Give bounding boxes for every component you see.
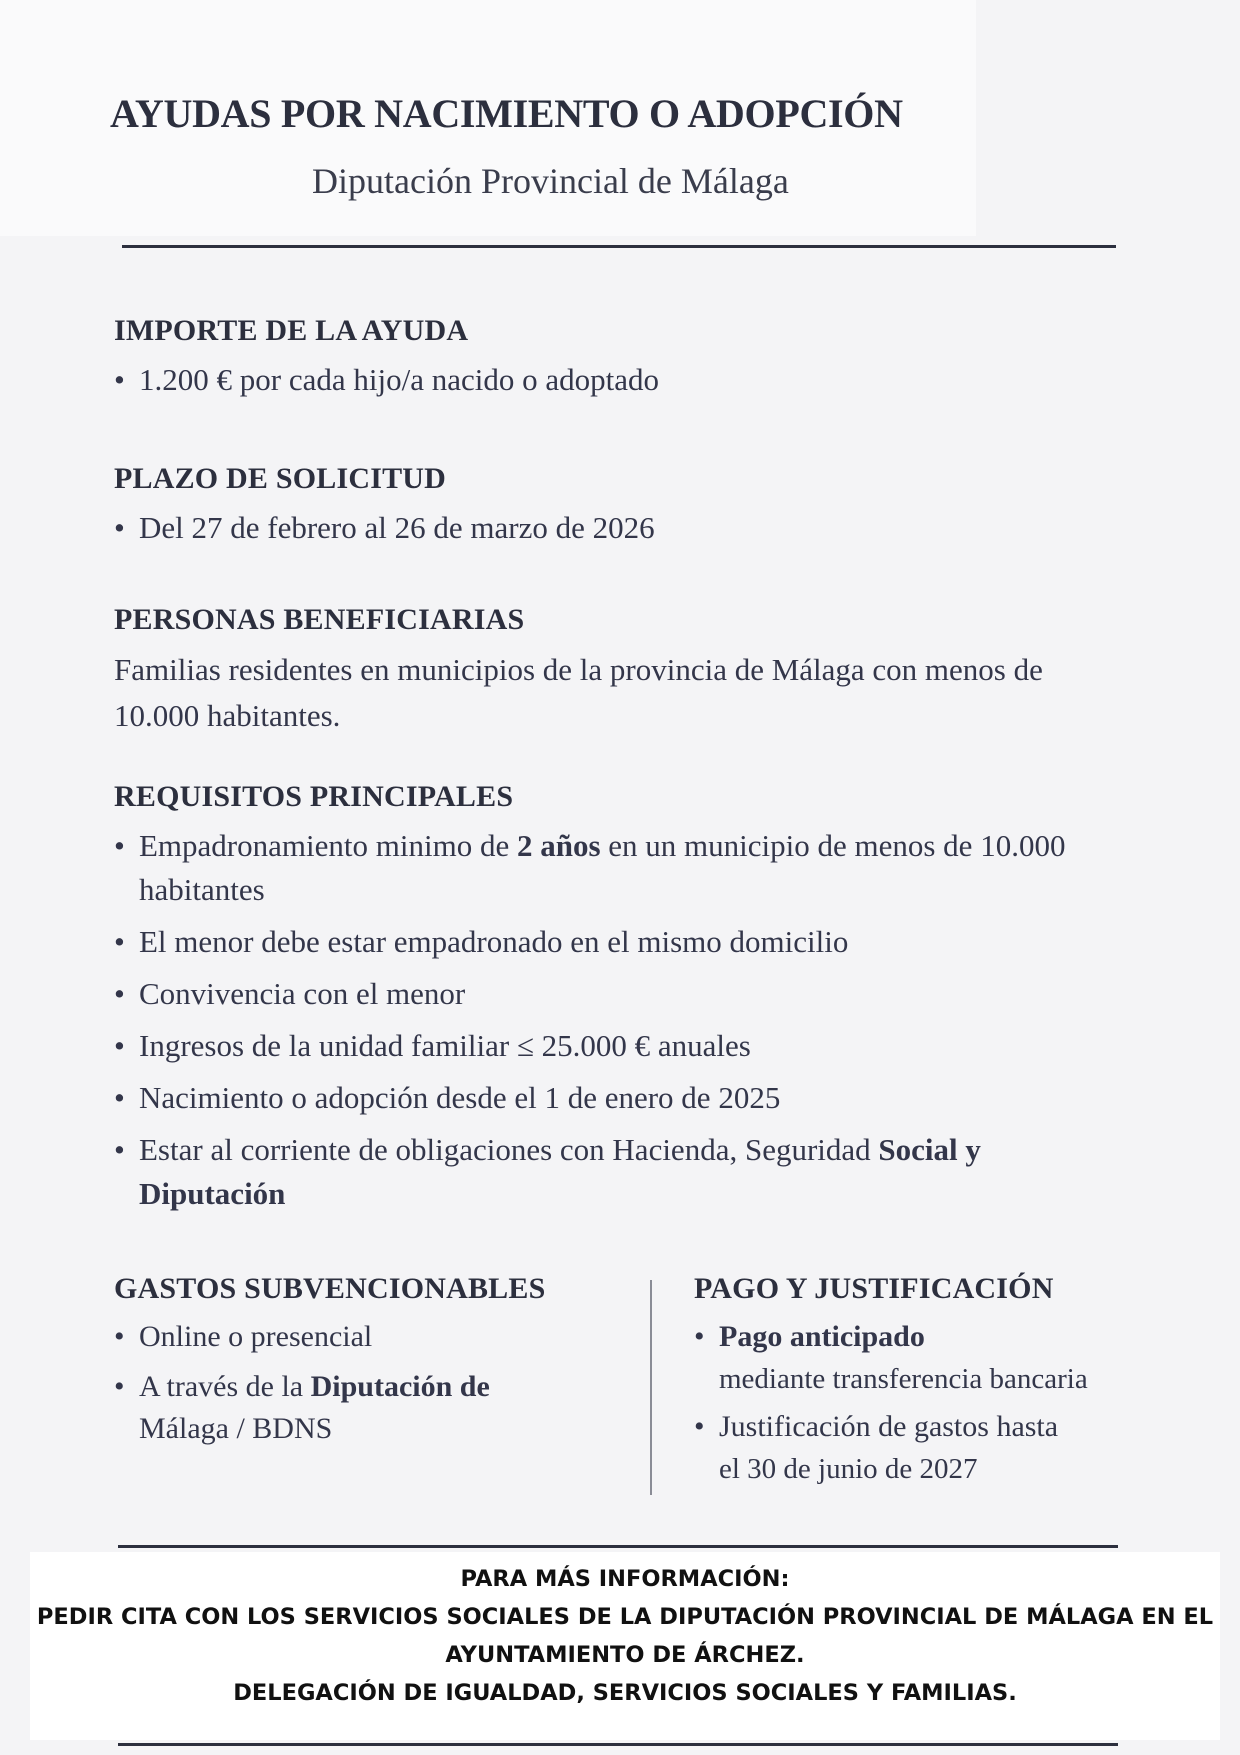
requisitos-list — [114, 824, 1124, 1216]
list-item: • 1.200 € por cada hijo/a nacido o adoptado — [114, 358, 1124, 402]
item-emphasis: 2 años — [516, 828, 601, 863]
document-title: AYUDAS POR NACIMIENTO O ADOPCIÓN — [110, 91, 903, 136]
pago-list — [694, 1316, 1164, 1490]
gastos-list — [114, 1316, 634, 1450]
item-text: Málaga / BDNS — [139, 1412, 333, 1445]
footer-line: DELEGACIÓN DE IGUALDAD, SERVICIOS SOCIALES Y FAMILIAS. — [233, 1680, 1017, 1706]
list-item — [114, 824, 1124, 912]
info-footer — [30, 1552, 1220, 1740]
item-text: Empadronamiento minimo de — [139, 828, 517, 863]
item-emphasis: Pago anticipado — [719, 1320, 925, 1353]
item-text: A través de la — [139, 1370, 311, 1403]
list-item — [114, 1128, 1124, 1216]
list-item: • Convivencia con el menor — [114, 972, 1124, 1016]
column-divider — [650, 1280, 652, 1495]
footer-bottom-divider — [118, 1743, 1118, 1746]
list-item — [694, 1316, 1164, 1400]
item-text: Justificación de gastos hasta — [719, 1410, 1059, 1443]
gastos-heading: GASTOS SUBVENCIONABLES — [114, 1272, 546, 1305]
section-pago — [694, 1272, 1164, 1496]
list-item: • Online o presencial — [114, 1316, 634, 1358]
footer-line: PARA MÁS INFORMACIÓN: — [460, 1566, 790, 1592]
importe-list — [114, 358, 1124, 402]
item-emphasis: Diputación de — [310, 1370, 490, 1403]
item-text: Estar al corriente de obligaciones con Hacienda, Seguridad — [139, 1132, 879, 1167]
list-item: • El menor debe estar empadronado en el mismo domicilio — [114, 920, 1124, 964]
list-item — [114, 1366, 634, 1450]
personas-heading: PERSONAS BENEFICIARIAS — [114, 603, 525, 636]
item-subline: mediante transferencia bancaria — [719, 1363, 1088, 1395]
document-subtitle: Diputación Provincial de Málaga — [312, 161, 789, 201]
section-personas — [114, 603, 1124, 739]
plazo-heading: PLAZO DE SOLICITUD — [114, 462, 447, 495]
plazo-list — [114, 506, 1124, 550]
item-text: en un municipio de menos de 10.000 habitantes — [139, 828, 1066, 907]
footer-line: PEDIR CITA CON LOS SERVICIOS SOCIALES DE LA DIPUTACIÓN PROVINCIAL DE MÁLAGA EN EL — [36, 1604, 1214, 1630]
section-gastos — [114, 1272, 634, 1458]
section-importe — [114, 314, 1124, 410]
item-subline: el 30 de junio de 2027 — [719, 1453, 978, 1485]
top-divider — [122, 245, 1116, 248]
section-plazo — [114, 462, 1124, 558]
personas-text: Familias residentes en municipios de la provincia de Málaga con menos de 10.000 habitantes. — [114, 652, 1043, 733]
header-card — [0, 0, 976, 236]
list-item: • Del 27 de febrero al 26 de marzo de 2026 — [114, 506, 1124, 550]
section-requisitos — [114, 780, 1124, 1224]
item-emphasis: Social y Diputación — [139, 1132, 981, 1211]
footer-line: AYUNTAMIENTO DE ÁRCHEZ. — [445, 1642, 805, 1668]
list-item: • Nacimiento o adopción desde el 1 de enero de 2025 — [114, 1076, 1124, 1120]
pago-heading: PAGO Y JUSTIFICACIÓN — [694, 1272, 1054, 1305]
list-item — [694, 1406, 1164, 1490]
requisitos-heading: REQUISITOS PRINCIPALES — [114, 780, 514, 813]
footer-top-divider — [118, 1545, 1118, 1548]
list-item: • Ingresos de la unidad familiar ≤ 25.000 € anuales — [114, 1024, 1124, 1068]
importe-heading: IMPORTE DE LA AYUDA — [114, 314, 469, 347]
